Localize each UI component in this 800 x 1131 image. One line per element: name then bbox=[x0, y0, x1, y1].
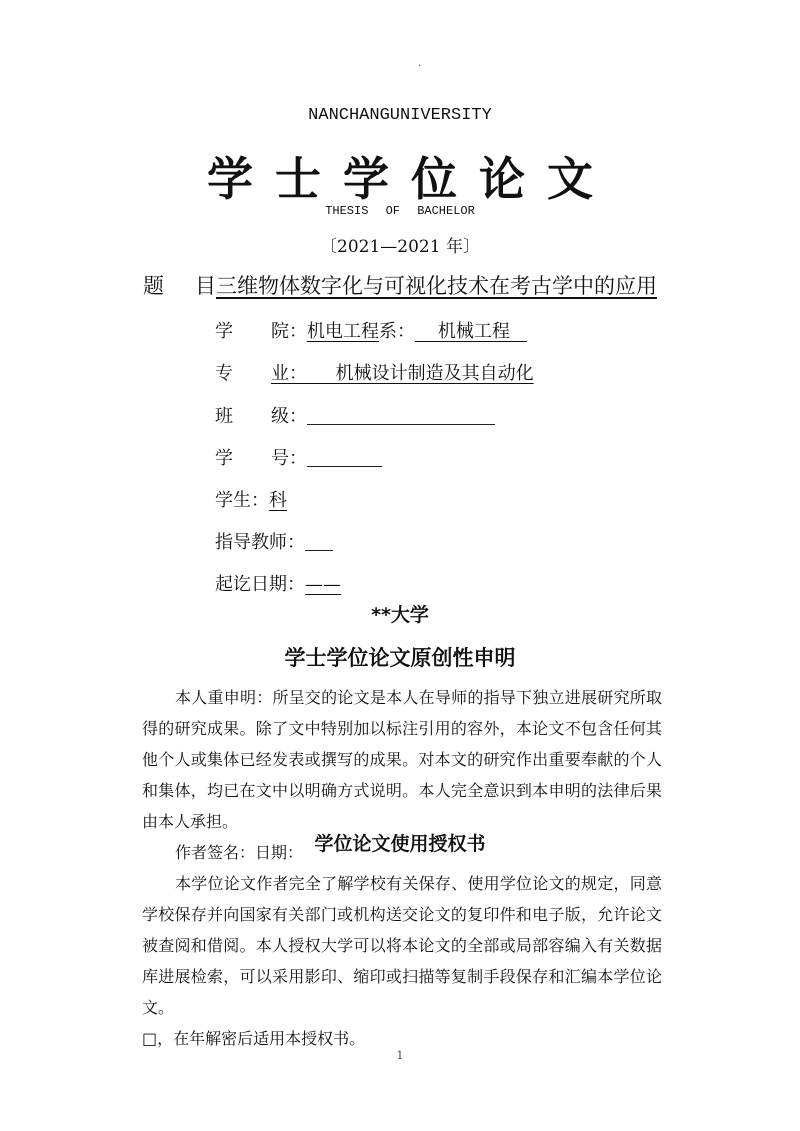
signature-line: 作者签名：日期： bbox=[175, 843, 304, 862]
college-value[interactable]: 机电工程 bbox=[307, 321, 379, 342]
declaration-university: **大学 bbox=[371, 604, 429, 626]
major-label-b: 业： bbox=[271, 363, 307, 384]
topic-row bbox=[143, 270, 657, 300]
thesis-title-cn: 学士学位论文 bbox=[207, 152, 615, 206]
student-id-label-a: 学 bbox=[215, 448, 233, 469]
class-blank[interactable] bbox=[307, 423, 495, 425]
class-label-b: 级： bbox=[271, 406, 307, 427]
dept-label: 系： bbox=[379, 321, 415, 342]
student-id-label-b: 号： bbox=[271, 448, 307, 469]
authorization-title: 学位论文使用授权书 bbox=[314, 833, 486, 855]
topic-label-b: 目 bbox=[195, 274, 216, 298]
college-label-a: 学 bbox=[215, 321, 233, 342]
header-dot: . bbox=[418, 58, 422, 69]
advisor-label: 指导教师： bbox=[215, 532, 305, 553]
student-value[interactable]: 科 bbox=[269, 490, 287, 511]
college-row bbox=[215, 317, 527, 343]
student-row bbox=[215, 486, 287, 512]
student-label: 学生： bbox=[215, 490, 269, 511]
major-label-a: 专 bbox=[215, 363, 233, 384]
thesis-years: 〔2021—2021 年〕 bbox=[320, 237, 480, 257]
student-id-row bbox=[215, 444, 382, 470]
dates-label: 起讫日期： bbox=[215, 574, 305, 595]
page-number: 1 bbox=[396, 1049, 404, 1062]
dates-row bbox=[215, 570, 341, 596]
declaration-body: 本人重申明：所呈交的论文是本人在导师的指导下独立进展研究所取得的研究成果。除了文中特别加以标注引用的容外，本论文不包含任何其他个人或集体已经发表或撰写的成果。对本文的研究作出重要奉献的个人和集体，均已在文中以明确方式说明。本人完全意识到本申明的法律后果由本人承担。 bbox=[142, 688, 662, 831]
authorization-checkbox-line[interactable]: □，在年解密后适用本授权书。 bbox=[142, 1029, 366, 1048]
dept-value[interactable]: 机械工程 bbox=[415, 321, 528, 342]
major-value[interactable]: 机械设计制造及其自动化 bbox=[307, 363, 534, 384]
major-row bbox=[215, 359, 534, 385]
authorization-section bbox=[142, 868, 662, 1054]
thesis-title-en: THESIS OF BACHELOR bbox=[325, 204, 475, 218]
university-name-en: NANCHANGUNIVERSITY bbox=[308, 106, 492, 125]
topic-label-a: 题 bbox=[143, 274, 164, 298]
class-row bbox=[215, 402, 495, 428]
topic-value[interactable]: 三维物体数字化与可视化技术在考古学中的应用 bbox=[216, 274, 657, 298]
authorization-body: 本学位论文作者完全了解学校有关保存、使用学位论文的规定，同意学校保存并向国家有关部门或机构送交论文的复印件和电子版，允许论文被查阅和借阅。本人授权大学可以将本论文的全部或局部容编入有关数据库进展检索，可以采用影印、缩印或扫描等复制手段保存和汇编本学位论文。 bbox=[142, 874, 662, 1017]
dates-value[interactable]: —— bbox=[305, 574, 341, 595]
advisor-blank[interactable] bbox=[305, 549, 333, 551]
student-id-blank[interactable] bbox=[307, 465, 382, 467]
advisor-row bbox=[215, 528, 333, 554]
class-label-a: 班 bbox=[215, 406, 233, 427]
college-label-b: 院： bbox=[271, 321, 307, 342]
declaration-title: 学士学位论文原创性申明 bbox=[284, 646, 516, 670]
